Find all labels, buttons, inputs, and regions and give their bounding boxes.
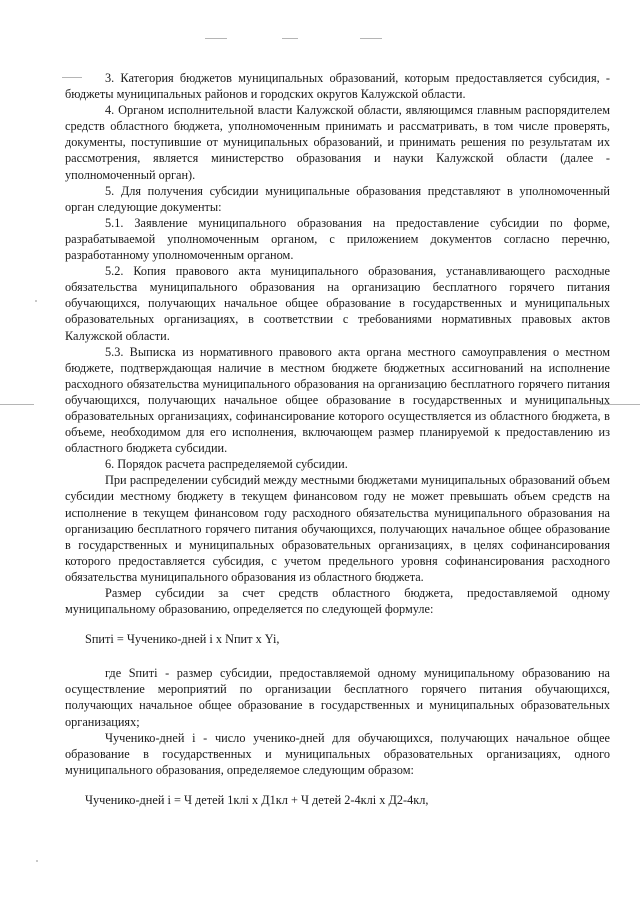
paragraph-student-days: Чученико-дней i - число ученико-дней для обучающихся, получающих начальное общее образование в государственных и муниципальных образовательных организациях, одного муниципального образования, определяемое следующим образом: <box>65 730 610 777</box>
scan-mark-top-2 <box>282 38 298 39</box>
paragraph-where-s: где Sпитi - размер субсидии, предоставляемой одному муниципальному образованию на осуществление мероприятий по организации бесплатного горячего питания обучающихся, получающих начальное общее образование в государственных и муниципальных образовательных организациях; <box>65 666 610 729</box>
scan-dot-2 <box>36 860 38 862</box>
paragraph-6: 6. Порядок расчета распределяемой субсидии. <box>105 457 348 472</box>
scan-mark-top-3 <box>360 38 382 39</box>
formula-subsidy: Sпитi = Чученико-дней i х Nпит х Yi, <box>85 632 280 647</box>
scan-mark-top-1 <box>205 38 227 39</box>
paragraph-4: 4. Органом исполнительной власти Калужской области, являющимся главным распорядителем средств областного бюджета, уполномоченным принимать и рассматривать, в том числе проверять, документы, поступившие от муниципальных образований, и принимать решения по результатам их рассмотрения, является министерство образования и науки Калужской области (далее - уполномоченный орган). <box>65 103 610 182</box>
formula-student-days: Чученико-дней i = Ч детей 1клi х Д1кл + Ч детей 2-4клi х Д2-4кл, <box>85 792 429 807</box>
document-body <box>65 70 610 820</box>
paragraph-5-1: 5.1. Заявление муниципального образования на предоставление субсидии по форме, разрабатываемой уполномоченным органом, с приложением документов согласно перечню, разработанному уполномоченным органом. <box>65 215 610 263</box>
scan-mark-left-2 <box>0 404 34 405</box>
paragraph-distribution: При распределении субсидий между местными бюджетами муниципальных образований объем субсидии местному бюджету в текущем финансовом году не может превышать объем средств на исполнение в текущем финансовом году расходного обязательства муниципального образования на организацию бесплатного горячего питания обучающихся, получающих начальное общее образование в государственных и муниципальных образовательных организациях, в целях софинансирования которого предоставляется субсидия, с учетом предельного уровня софинансирования расходного обязательства муниципального образования из областного бюджета. <box>65 473 610 584</box>
paragraph-3: 3. Категория бюджетов муниципальных образований, которым предоставляется субсидия, - бюджеты муниципальных районов и городских округов Калужской области. <box>65 71 610 102</box>
scan-dot-1 <box>35 300 37 302</box>
paragraph-5: 5. Для получения субсидии муниципальные образования представляют в уполномоченный орган следующие документы: <box>65 183 610 214</box>
paragraph-5-2: 5.2. Копия правового акта муниципального образования, устанавливающего расходные обязательства муниципального образования на организацию бесплатного горячего питания обучающихся, получающих начальное общее образование в государственных и муниципальных образовательных организациях, в соответствии с требованиями нормативных правовых актов Калужской области. <box>65 264 610 343</box>
paragraph-formula-intro: Размер субсидии за счет средств областного бюджета, предоставляемой одному муниципальному образованию, определяется по следующей формуле: <box>65 586 610 617</box>
paragraph-5-3: 5.3. Выписка из нормативного правового акта органа местного самоуправления о местном бюджете, подтверждающая наличие в местном бюджете бюджетных ассигнований на исполнение расходного обязательства муниципального образования на организацию бесплатного горячего питания обучающихся, получающих начальное общее образование в государственных и муниципальных образовательных организациях, софинансирование которого осуществляется из областного бюджета, в объеме, необходимом для его исполнения, включающем размер планируемой к предоставлению из областного бюджета субсидии. <box>65 344 610 456</box>
